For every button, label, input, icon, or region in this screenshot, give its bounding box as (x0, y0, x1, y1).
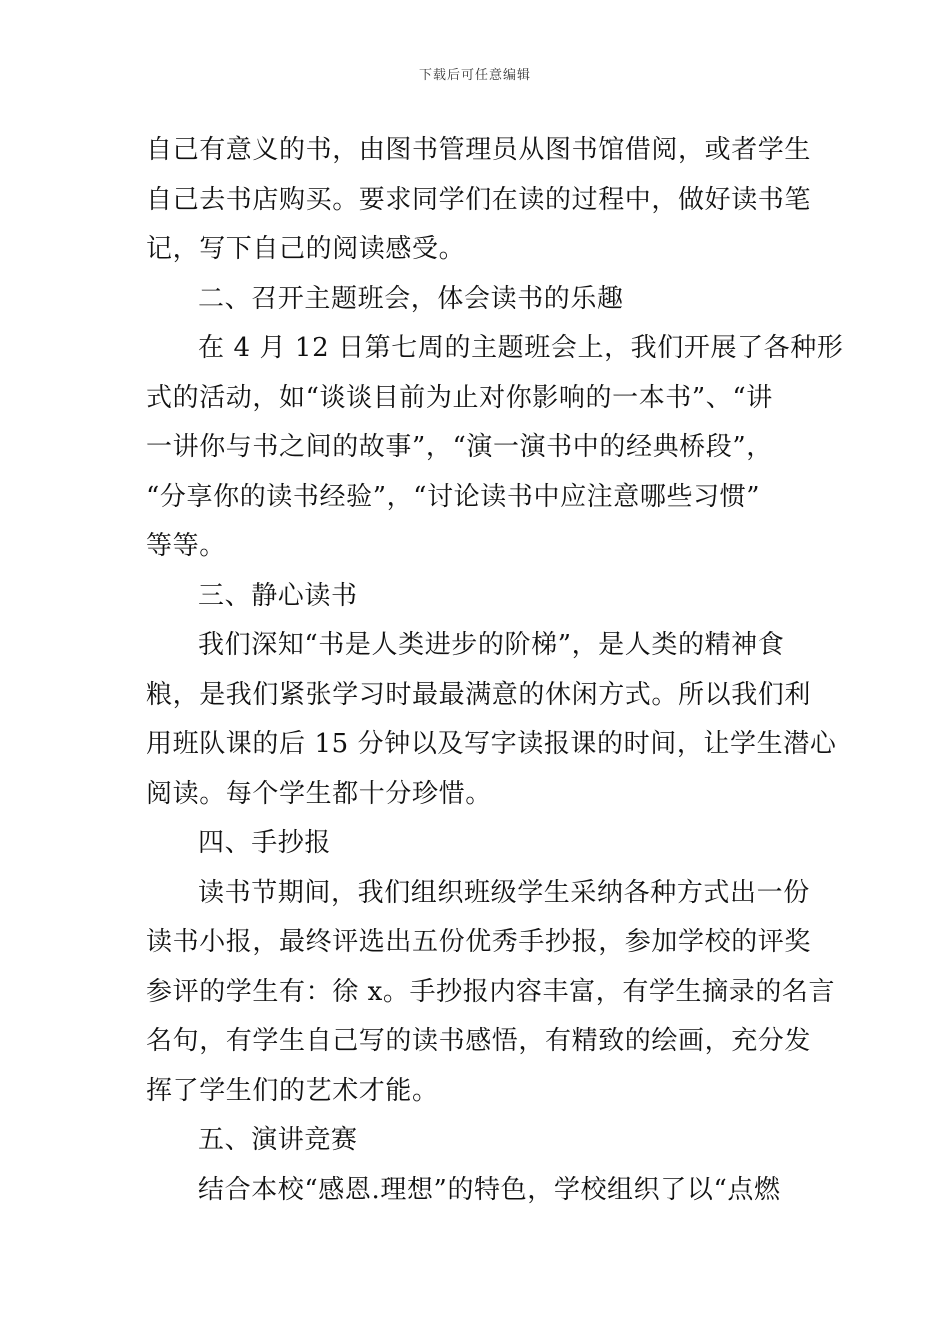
text-line: 阅读。每个学生都十分珍惜。 (146, 778, 492, 809)
text-line: 记，写下自己的阅读感受。 (146, 234, 466, 264)
section-heading: 四、手抄报 (198, 828, 332, 858)
text-line: 在 4 月 12 日第七周的主题班会上，我们开展了各种形 (198, 333, 844, 363)
text-line: 参评的学生有：徐 x。手抄报内容丰富，有学生摘录的名言 (146, 976, 836, 1007)
text-line: 等等。 (146, 531, 226, 561)
text-line: 结合本校“感恩.理想”的特色，学校组织了以“点燃 (198, 1174, 781, 1205)
text-line: 用班队课的后 15 分钟以及写字读报课的时间，让学生潜心 (146, 729, 837, 759)
text-line: 读书节期间，我们组织班级学生采纳各种方式出一份 (198, 877, 810, 908)
text-line: “分享你的读书经验”，“讨论读书中应注意哪些习惯” (146, 481, 761, 512)
text-line: 挥了学生们的艺术才能。 (146, 1075, 439, 1106)
text-line: 一讲你与书之间的故事”，“演一演书中的经典桥段”， (146, 432, 773, 462)
text-line: 粮，是我们紧张学习时最最满意的休闲方式。所以我们利 (146, 679, 812, 710)
section-heading: 三、静心读书 (198, 580, 358, 611)
text-line: 自己有意义的书，由图书管理员从图书馆借阅，或者学生 (146, 135, 812, 165)
page-header: 下载后可任意编辑 (418, 68, 531, 83)
section-heading: 五、演讲竞赛 (198, 1125, 358, 1155)
text-line: 自己去书店购买。要求同学们在读的过程中，做好读书笔 (146, 184, 812, 215)
text-line: 名句，有学生自己写的读书感悟，有精致的绘画，充分发 (146, 1026, 812, 1056)
text-line: 读书小报，最终评选出五份优秀手抄报，参加学校的评奖 (146, 927, 812, 957)
section-heading: 二、召开主题班会，体会读书的乐趣 (198, 283, 624, 314)
text-line: 我们深知“书是人类进步的阶梯”，是人类的精神食 (198, 630, 785, 660)
document-body (146, 126, 844, 1215)
text-line: 式的活动，如“谈谈目前为止对你影响的一本书”、“讲 (146, 382, 773, 413)
